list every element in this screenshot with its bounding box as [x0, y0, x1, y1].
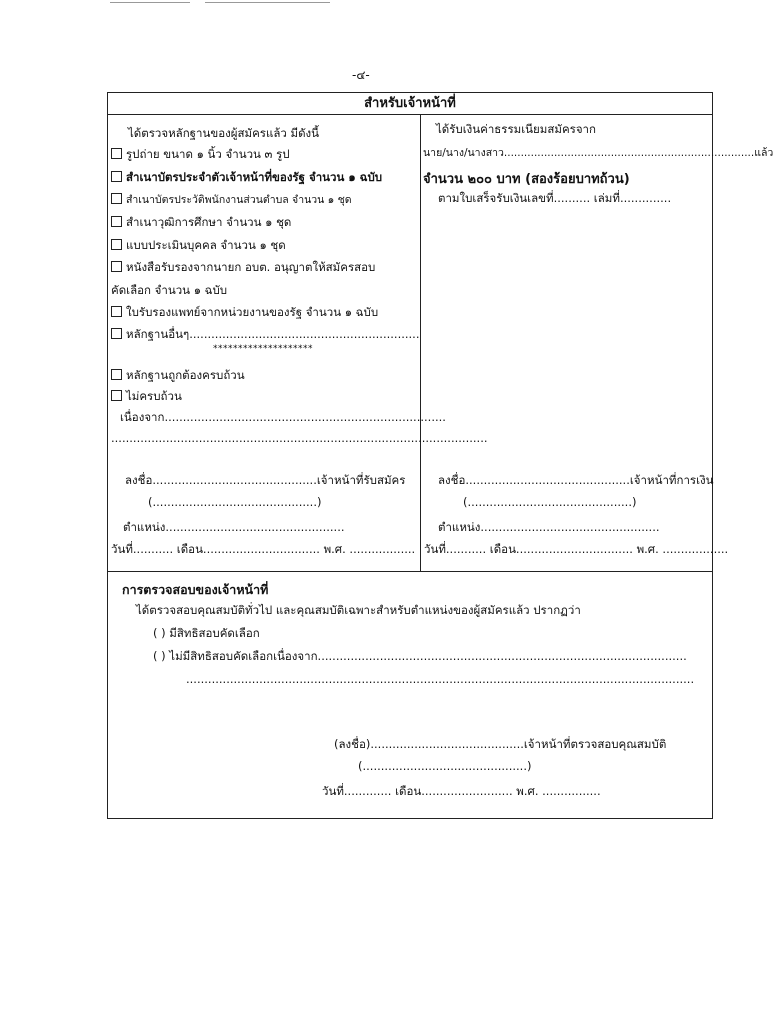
page-number: -๔-	[352, 68, 370, 82]
evidence-item-assessment: แบบประเมินบุคคล จำนวน ๑ ชุด	[111, 237, 286, 255]
evidence-item-education: สำเนาวุฒิการศึกษา จำนวน ๑ ชุด	[111, 214, 291, 232]
right-signature-name[interactable]: (.............................................)	[463, 495, 637, 509]
checkbox[interactable]	[111, 328, 122, 339]
column-divider	[420, 114, 421, 571]
staff-form-frame	[107, 92, 773, 819]
evidence-item-record: สำเนาบัตรประวัติพนักงานส่วนตำบล จำนวน ๑ ชุด	[111, 191, 352, 208]
left-signature[interactable]: ลงชื่อ.............................................เจ้าหน้าที่รับสมัคร	[125, 473, 406, 487]
inspection-text: ได้ตรวจสอบคุณสมบัติทั่วไป และคุณสมบัติเฉพาะสำหรับตำแหน่งของผู้สมัครแล้ว ปรากฏว่า	[136, 603, 581, 617]
left-signature-name[interactable]: (.............................................)	[148, 495, 322, 509]
checkbox[interactable]	[111, 171, 122, 182]
star-separator: ********************	[213, 344, 313, 354]
checkbox[interactable]	[111, 390, 122, 401]
checkbox[interactable]	[111, 369, 122, 380]
top-rule-left	[110, 2, 190, 3]
right-signature[interactable]: ลงชื่อ.............................................เจ้าหน้าที่การเงิน	[438, 473, 714, 487]
inspector-signature[interactable]: (ลงชื่อ)..........................................เจ้าหน้าที่ตรวจสอบคุณสมบัติ	[334, 737, 667, 751]
evidence-item-photo: รูปถ่าย ขนาด ๑ นิ้ว จำนวน ๓ รูป	[111, 146, 290, 164]
checkbox[interactable]	[111, 193, 122, 204]
evidence-item-medical: ใบรับรองแพทย์จากหน่วยงานของรัฐ จำนวน ๑ ฉบับ	[111, 304, 378, 322]
left-position[interactable]: ตำแหน่ง.................................................	[123, 520, 345, 534]
evidence-item-id-card: สำเนาบัตรประจำตัวเจ้าหน้าที่ของรัฐ จำนวน ๑ ฉบับ	[111, 169, 382, 187]
right-position[interactable]: ตำแหน่ง.................................................	[438, 520, 660, 534]
evidence-incomplete: ไม่ครบถ้วน	[111, 388, 182, 406]
evidence-complete: หลักฐานถูกต้องครบถ้วน	[111, 367, 245, 385]
right-date[interactable]: วันที่........... เดือน................................ พ.ศ. ..................	[424, 542, 729, 556]
fee-received: ได้รับเงินค่าธรรมเนียมสมัครจาก	[436, 122, 596, 136]
checkbox[interactable]	[111, 306, 122, 317]
checkbox[interactable]	[111, 239, 122, 250]
evidence-item-certificate: หนังสือรับรองจากนายก อบต. อนุญาตให้สมัครสอบ	[111, 259, 375, 277]
reason-line[interactable]: .......................................................................................................	[111, 431, 488, 445]
section-divider	[108, 571, 712, 572]
because-field[interactable]: เนื่องจาก.............................................................................	[120, 410, 446, 424]
inspection-title: การตรวจสอบของเจ้าหน้าที่	[122, 582, 269, 597]
payer-name-field[interactable]: นาย/นาง/นางสาว...........................................................................แล้ว	[423, 147, 773, 159]
checkbox[interactable]	[111, 216, 122, 227]
option-eligible[interactable]: ( ) มีสิทธิสอบคัดเลือก	[153, 626, 260, 640]
left-date[interactable]: วันที่........... เดือน................................ พ.ศ. ..................	[111, 542, 416, 556]
fee-amount: จำนวน ๒๐๐ บาท (สองร้อยบาทถ้วน)	[423, 172, 630, 187]
checkbox[interactable]	[111, 261, 122, 272]
evidence-item-other: หลักฐานอื่นๆ...............................................................	[111, 326, 420, 344]
receipt-number[interactable]: ตามใบเสร็จรับเงินเลขที่.......... เล่มที่..............	[438, 191, 672, 205]
not-eligible-reason-line[interactable]: ...........................................................................................................................................	[186, 672, 695, 686]
inspection-date[interactable]: วันที่............. เดือน......................... พ.ศ. ................	[322, 784, 601, 798]
evidence-item-certificate-cont: คัดเลือก จำนวน ๑ ฉบับ	[111, 283, 228, 297]
option-not-eligible[interactable]: ( ) ไม่มีสิทธิสอบคัดเลือกเนื่องจาก.....................................................................................................	[153, 649, 687, 663]
top-rule-right	[205, 2, 330, 3]
checkbox[interactable]	[111, 148, 122, 159]
inspector-signature-name[interactable]: (.............................................)	[358, 759, 532, 773]
header-title: สำหรับเจ้าหน้าที่	[108, 93, 712, 115]
evidence-intro: ได้ตรวจหลักฐานของผู้สมัครแล้ว มีดังนี้	[128, 126, 320, 140]
